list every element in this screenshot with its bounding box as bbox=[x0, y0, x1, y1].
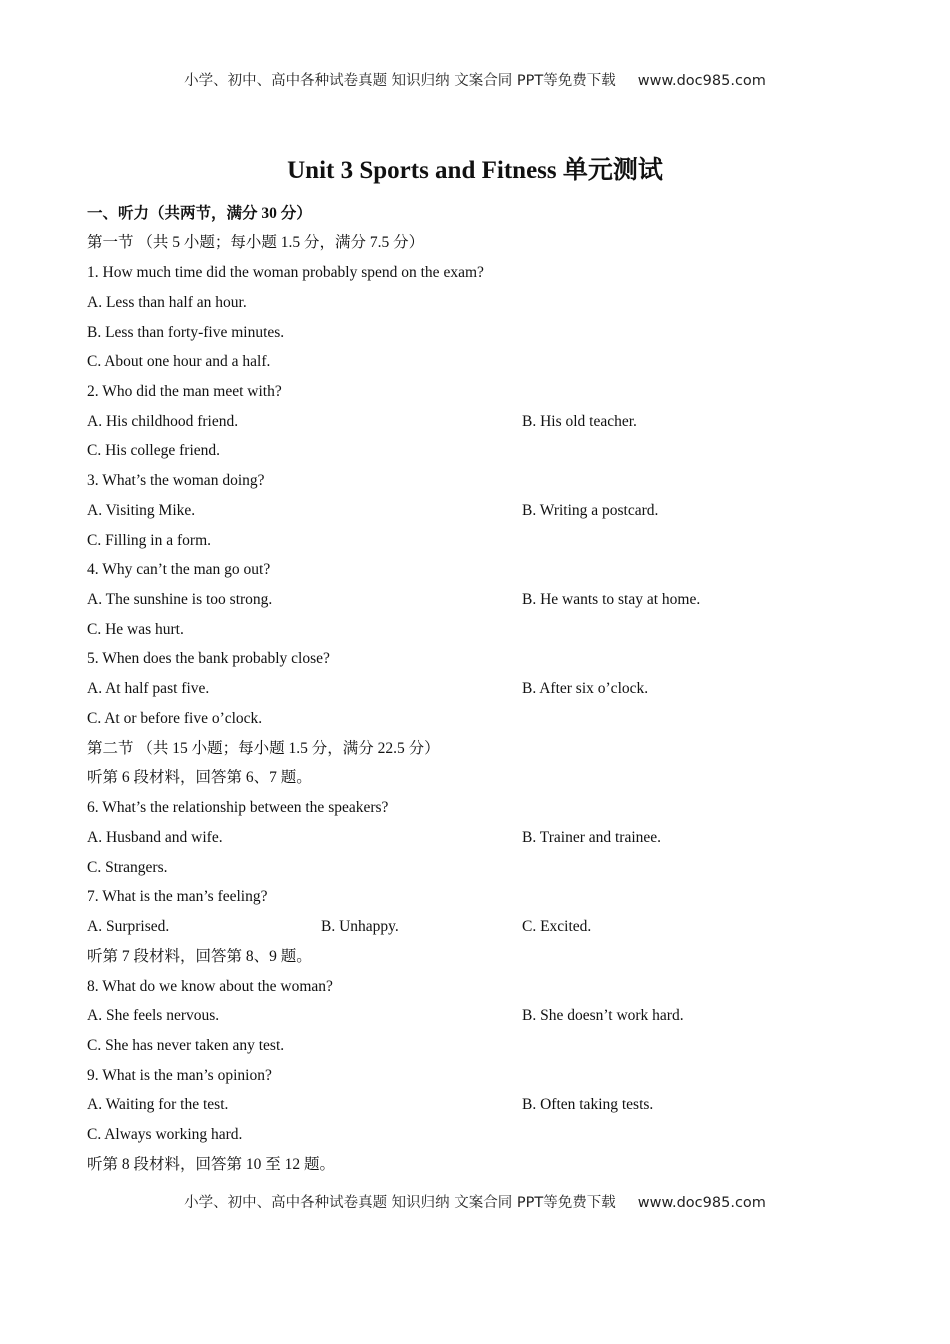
question-8-option-c: C. She has never taken any test. bbox=[87, 1037, 285, 1054]
question-3-option-b: B. Writing a postcard. bbox=[522, 502, 659, 519]
header-site-link[interactable]: www.doc985.com bbox=[637, 73, 766, 89]
question-3-stem: 3. What’s the woman doing? bbox=[87, 472, 265, 489]
instruction-passage-6: 听第 6 段材料，回答第 6、7 题。 bbox=[87, 769, 312, 786]
document-title: Unit 3 Sports and Fitness 单元测试 bbox=[287, 157, 663, 184]
question-7-stem: 7. What is the man’s feeling? bbox=[87, 888, 268, 905]
question-2-option-a: A. His childhood friend. bbox=[87, 413, 239, 430]
question-1-stem: 1. How much time did the woman probably spend on the exam? bbox=[87, 264, 484, 281]
question-4-option-a: A. The sunshine is too strong. bbox=[87, 591, 273, 608]
part1-heading: 一、听力（共两节，满分 30 分） bbox=[87, 205, 312, 222]
question-3-option-c: C. Filling in a form. bbox=[87, 532, 211, 549]
question-4-option-b: B. He wants to stay at home. bbox=[522, 591, 701, 608]
page-header bbox=[0, 69, 950, 90]
question-9-option-b: B. Often taking tests. bbox=[522, 1096, 654, 1113]
question-4-option-c: C. He was hurt. bbox=[87, 621, 184, 638]
question-8-option-a: A. She feels nervous. bbox=[87, 1007, 220, 1024]
question-7-option-b: B. Unhappy. bbox=[321, 918, 399, 935]
question-6-option-c: C. Strangers. bbox=[87, 859, 168, 876]
footer-site-link[interactable]: www.doc985.com bbox=[637, 1195, 766, 1211]
footer-text: 小学、初中、高中各种试卷真题 知识归纳 文案合同 PPT等免费下载 bbox=[184, 1195, 616, 1211]
question-3-option-a: A. Visiting Mike. bbox=[87, 502, 196, 519]
question-6-stem: 6. What’s the relationship between the speakers? bbox=[87, 799, 389, 816]
question-5-stem: 5. When does the bank probably close? bbox=[87, 650, 330, 667]
question-9-stem: 9. What is the man’s opinion? bbox=[87, 1067, 272, 1084]
question-2-option-b: B. His old teacher. bbox=[522, 413, 637, 430]
question-7-option-c: C. Excited. bbox=[522, 918, 592, 935]
header-text: 小学、初中、高中各种试卷真题 知识归纳 文案合同 PPT等免费下载 bbox=[184, 73, 616, 89]
question-6-option-a: A. Husband and wife. bbox=[87, 829, 223, 846]
section1-heading: 第一节 （共 5 小题；每小题 1.5 分，满分 7.5 分） bbox=[87, 234, 425, 251]
question-1-option-c: C. About one hour and a half. bbox=[87, 353, 271, 370]
question-4-stem: 4. Why can’t the man go out? bbox=[87, 561, 271, 578]
question-5-option-a: A. At half past five. bbox=[87, 680, 210, 697]
question-5-option-c: C. At or before five o’clock. bbox=[87, 710, 263, 727]
question-2-option-c: C. His college friend. bbox=[87, 442, 221, 459]
question-9-option-c: C. Always working hard. bbox=[87, 1126, 243, 1143]
question-8-option-b: B. She doesn’t work hard. bbox=[522, 1007, 684, 1024]
question-1-option-a: A. Less than half an hour. bbox=[87, 294, 247, 311]
instruction-passage-7: 听第 7 段材料，回答第 8、9 题。 bbox=[87, 948, 312, 965]
question-5-option-b: B. After six o’clock. bbox=[522, 680, 649, 697]
question-9-option-a: A. Waiting for the test. bbox=[87, 1096, 229, 1113]
question-1-option-b: B. Less than forty-five minutes. bbox=[87, 324, 285, 341]
section2-heading: 第二节 （共 15 小题；每小题 1.5 分，满分 22.5 分） bbox=[87, 740, 440, 757]
question-8-stem: 8. What do we know about the woman? bbox=[87, 978, 333, 995]
question-6-option-b: B. Trainer and trainee. bbox=[522, 829, 662, 846]
question-7-option-a: A. Surprised. bbox=[87, 918, 170, 935]
page-footer bbox=[0, 1191, 950, 1212]
question-2-stem: 2. Who did the man meet with? bbox=[87, 383, 282, 400]
instruction-passage-8: 听第 8 段材料，回答第 10 至 12 题。 bbox=[87, 1156, 336, 1173]
